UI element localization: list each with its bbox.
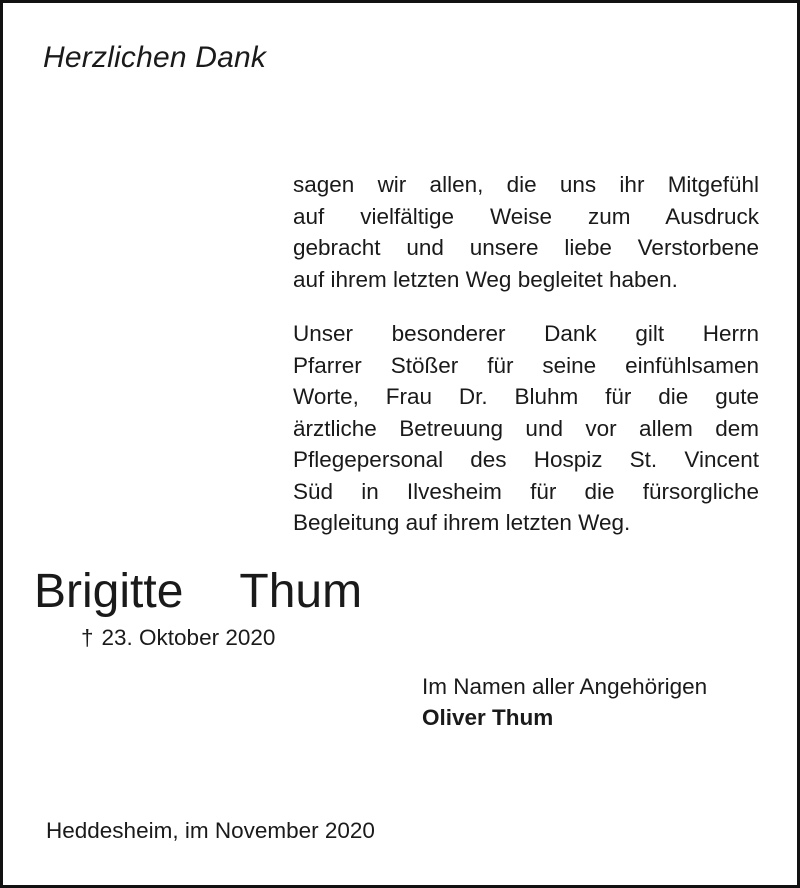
thanks-paragraph <box>293 169 759 295</box>
place-date: Heddesheim, im November 2020 <box>46 818 375 843</box>
paragraph-line: ärztliche Betreuung und vor allem dem <box>293 415 759 441</box>
death-date: 23. Oktober 2020 <box>101 625 276 650</box>
deceased-family-name: Thum <box>239 565 363 618</box>
signer-name: Oliver Thum <box>422 705 554 730</box>
cross-icon: † <box>81 625 94 650</box>
paragraph-line: auf vielfältige Weise zum Ausdruck <box>293 203 759 229</box>
death-date-line <box>81 625 275 651</box>
paragraph-line: gebracht und unsere liebe Verstorbene <box>293 235 759 260</box>
paragraph-line: auf ihrem letzten Weg begleitet haben. <box>293 266 678 292</box>
deceased-given-name: Brigitte <box>34 565 184 618</box>
paragraph-line: Süd in Ilvesheim für die fürsorgliche <box>293 478 759 504</box>
paragraph-line: Begleitung auf ihrem letzten Weg. <box>293 510 631 535</box>
notice-heading: Herzlichen Dank <box>43 41 267 74</box>
deceased-name <box>34 564 362 619</box>
special-thanks-paragraph <box>293 318 759 539</box>
signature-intro: Im Namen aller Angehörigen <box>422 674 708 699</box>
paragraph-line: Unser besonderer Dank gilt Herrn <box>293 321 759 346</box>
paragraph-line: sagen wir allen, die uns ihr Mitgefühl <box>293 172 759 197</box>
signature-block <box>422 671 707 733</box>
paragraph-line: Pfarrer Stößer für seine einfühlsamen <box>293 352 759 378</box>
paragraph-line: Pflegepersonal des Hospiz St. Vincent <box>293 447 759 472</box>
paragraph-line: Worte, Frau Dr. Bluhm für die gute <box>293 384 759 409</box>
